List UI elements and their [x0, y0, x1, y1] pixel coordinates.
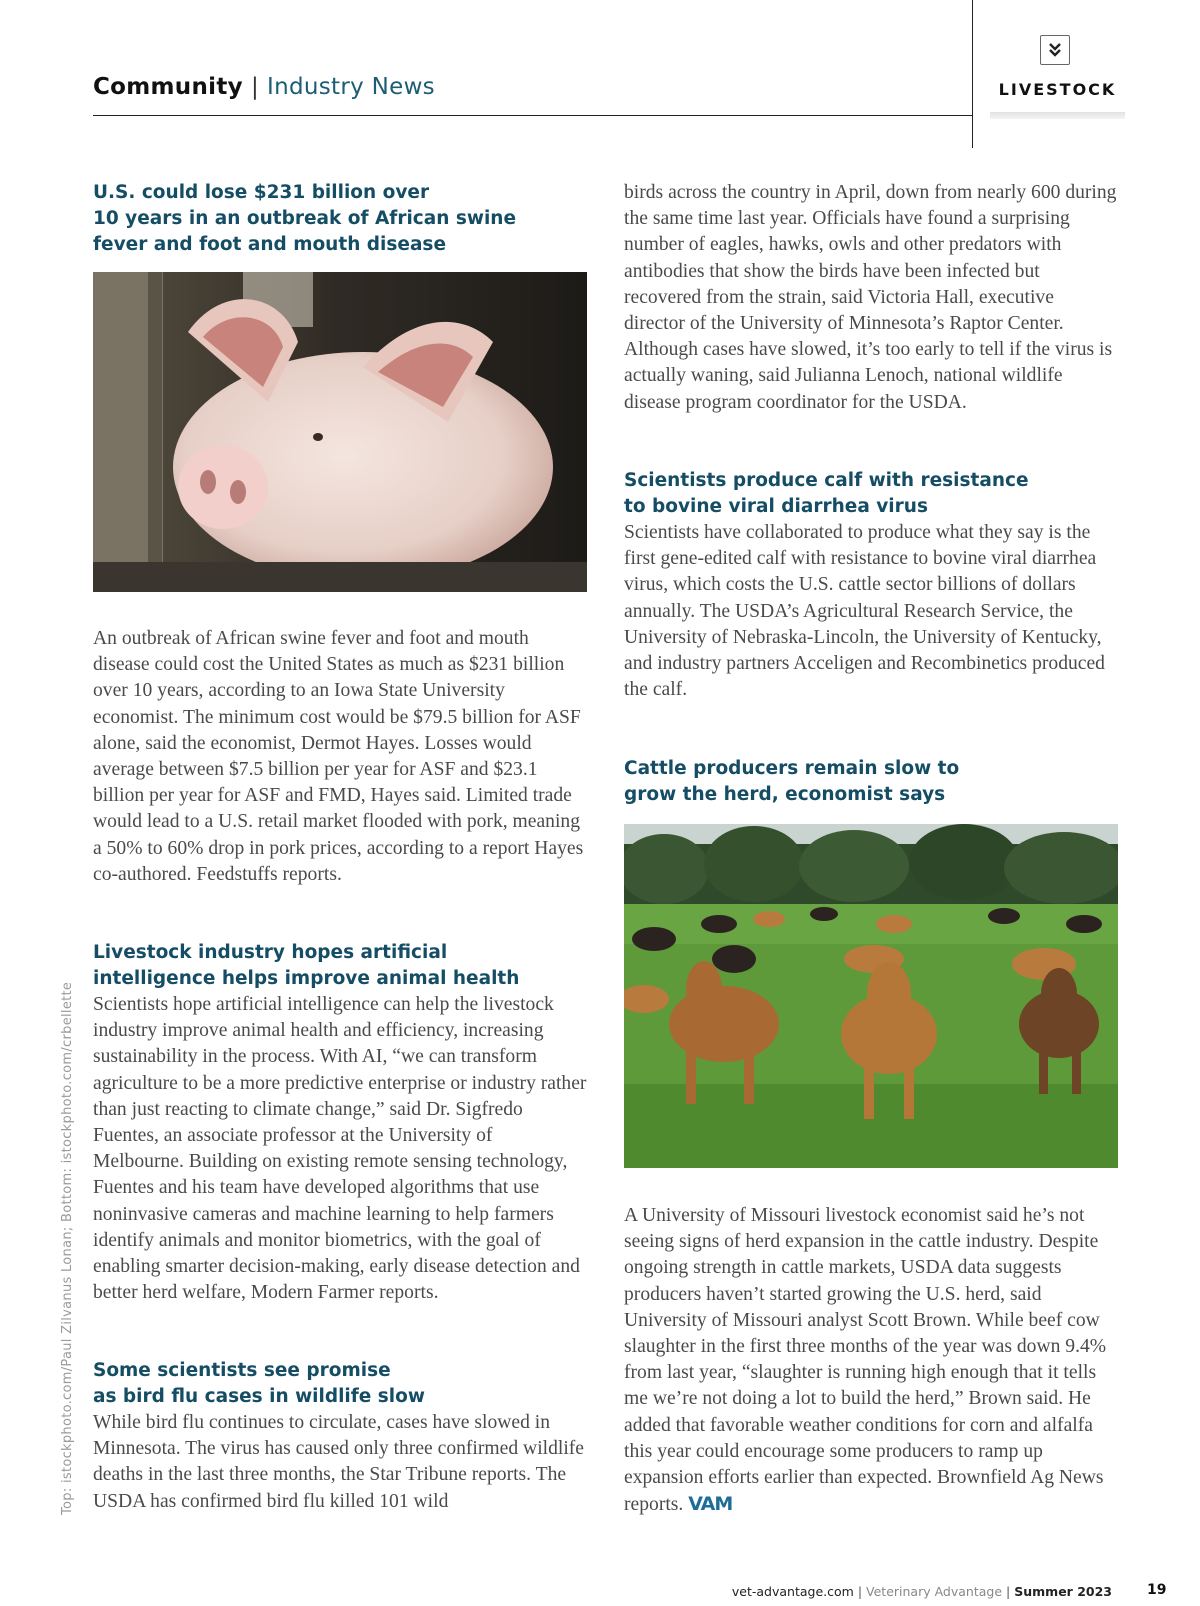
pig-photo	[93, 272, 587, 592]
birdflu-headline	[93, 1358, 425, 1410]
chevron-double-down-icon	[1040, 35, 1070, 65]
cattle-body	[624, 1203, 1118, 1518]
ai-body: Scientists hope artificial intelligence can help the livestock industry improve animal health and efficiency, increasing sustainability in the process. With AI, “we can transform agriculture to be a more predictive enterprise or industry rather than just reacting to climate change,” said Dr. Sigfredo Fuentes, an associate professor at the University of Melbourne. Building on existing remote sensing technology, Fuentes and his team have developed algorithms that use noninvasive cameras and machine learning to help farmers identify animals and monitor biometrics, with the goal of enabling smarter decision-making, early disease detection and better herd welfare, Modern Farmer reports.	[93, 994, 587, 1304]
header-rule	[93, 115, 973, 116]
vam-end-mark: VAM	[688, 1493, 733, 1516]
category-badge-bar	[990, 112, 1125, 119]
cattle-headline	[624, 756, 959, 808]
birdflu-body-col2: birds across the country in April, down from nearly 600 during the same time last year. Officials have found a surprising number of eagles, hawks, owls and other predators with antibodies that show the birds have been infected but recovered from the strain, said Victoria Hall, executive director of the University of Minnesota’s Raptor Center. Although cases have slowed, it’s too early to tell if the virus is actually waning, said Julianna Lenoch, national wildlife disease program coordinator for the USDA.	[624, 182, 1117, 413]
headline-line: Some scientists see promise	[93, 1360, 391, 1381]
asf-headline	[93, 180, 516, 258]
headline-line: fever and foot and mouth disease	[93, 234, 446, 255]
cattle-body-text: A University of Missouri livestock economist said he’s not seeing signs of herd expansion in the cattle industry. Despite ongoing strength in cattle markets, USDA data suggests producers haven’t started growing the U.S. herd, said University of Missouri analyst Scott Brown. While beef cow slaughter in the first three months of the year was down 9.4% from last year, “slaughter is running high enough that it tells me we’re not doing a lot to build the herd,” Brown said. He added that favorable weather conditions for corn and alfalfa this year could encourage some producers to ramp up expansion efforts earlier than expected. Brownfield Ag News reports.	[624, 1205, 1107, 1516]
footer-magazine: Veterinary Advantage	[866, 1584, 1003, 1599]
section-title: Community	[93, 74, 243, 100]
chevron-double-down-icon-svg	[1048, 42, 1062, 58]
asf-body: An outbreak of African swine fever and foot and mouth disease could cost the United States as much as $231 billion over 10 years, according to an Iowa State University economist. The minimum cost would be $79.5 billion for ASF alone, said the economist, Dermot Hayes. Losses would average between $7.5 billion per year for ASF and $23.1 billion per year for ASF and FMD, Hayes said. Limited trade would lead to a U.S. retail market flooded with pork, meaning a 50% to 60% drop in pork prices, according to a report Hayes co-authored. Feedstuffs reports.	[93, 628, 584, 885]
section-header	[93, 74, 435, 100]
headline-line: grow the herd, economist says	[624, 784, 946, 805]
header-vertical-rule	[972, 0, 973, 148]
birdflu-body-col1: While bird flu continues to circulate, cases have slowed in Minnesota. The virus has caused only three confirmed wildlife deaths in the last three months, the Star Tribune reports. The USDA has confirmed bird flu killed 101 wild	[93, 1412, 584, 1512]
photo-credit: Top: istockphoto.com/Paul Zilvanus Lonan; Bottom: istockphoto.com/crbellette	[60, 981, 75, 1515]
ai-headline	[93, 940, 519, 992]
headline-line: Scientists produce calf with resistance	[624, 470, 1029, 491]
headline-line: U.S. could lose $231 billion over	[93, 182, 430, 203]
headline-line: Cattle producers remain slow to	[624, 758, 960, 779]
category-badge: LIVESTOCK	[998, 80, 1117, 99]
headline-line: Livestock industry hopes artificial	[93, 942, 448, 963]
footer-separator: |	[1006, 1584, 1011, 1599]
headline-line: to bovine viral diarrhea virus	[624, 496, 928, 517]
headline-line: intelligence helps improve animal health	[93, 968, 520, 989]
header-separator: |	[250, 74, 259, 100]
page-footer	[732, 1584, 1112, 1599]
subsection-title: Industry News	[267, 74, 435, 100]
footer-issue: Summer 2023	[1014, 1584, 1112, 1599]
pig-illustration	[93, 272, 587, 592]
footer-site-link[interactable]: vet-advantage.com	[731, 1584, 854, 1599]
calf-headline	[624, 468, 1029, 520]
footer-separator: |	[857, 1584, 863, 1599]
page-number: 19	[1147, 1582, 1167, 1598]
cattle-photo	[624, 824, 1118, 1168]
headline-line: as bird flu cases in wildlife slow	[93, 1386, 425, 1407]
calf-body: Scientists have collaborated to produce what they say is the first gene-edited calf with resistance to bovine viral diarrhea virus, which costs the U.S. cattle sector billions of dollars annually. The USDA’s Agricultural Research Service, the University of Nebraska-Lincoln, the University of Kentucky, and industry partners Acceligen and Recombinetics produced the calf.	[624, 522, 1105, 701]
headline-line: 10 years in an outbreak of African swine	[93, 208, 517, 229]
cattle-illustration	[624, 824, 1118, 1168]
